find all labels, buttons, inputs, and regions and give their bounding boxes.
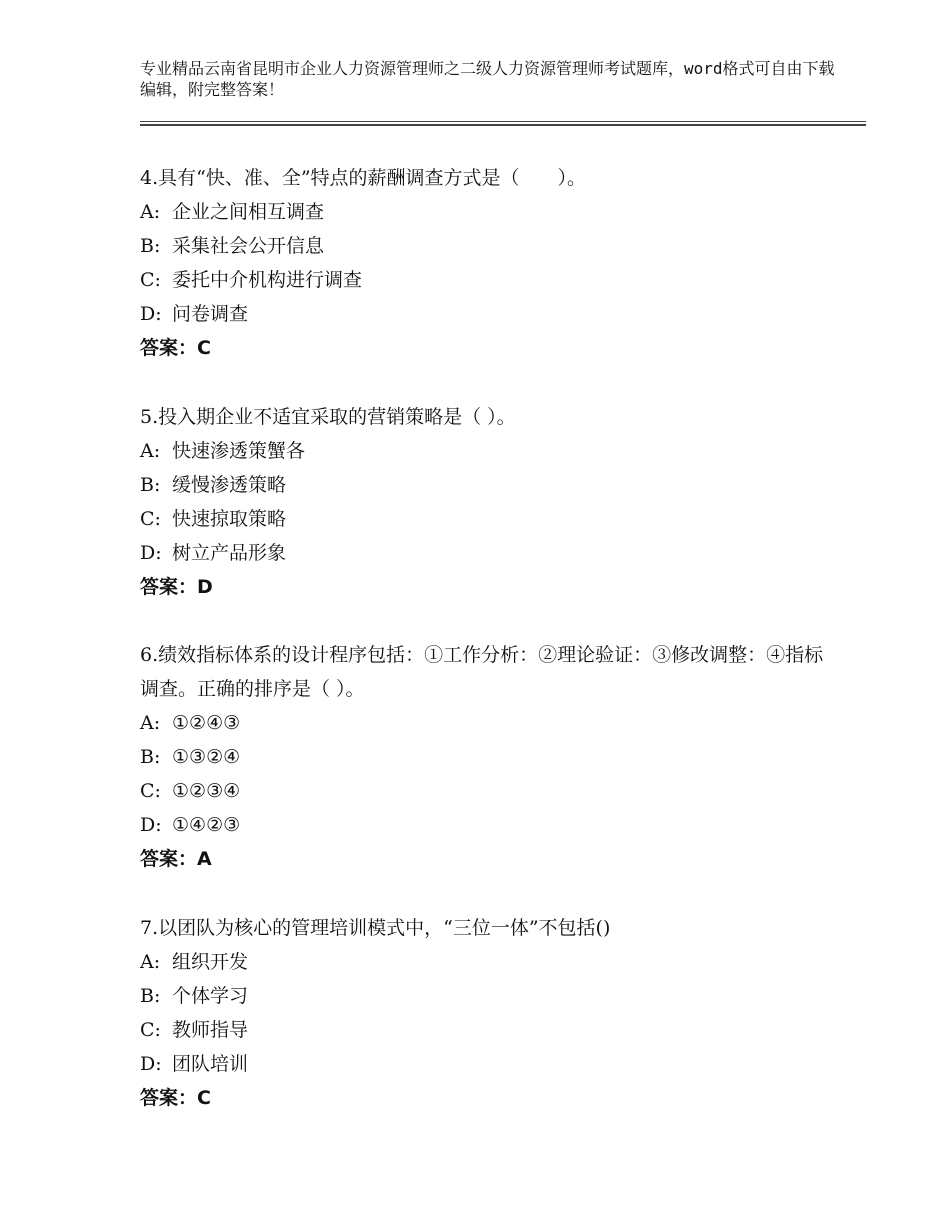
question-stem: 5.投入期企业不适宜采取的营销策略是（ ）。 bbox=[140, 406, 516, 428]
option-a bbox=[140, 195, 840, 229]
option-text: 缓慢渗透策略 bbox=[172, 474, 287, 496]
answer-line: 答案：C bbox=[140, 1087, 211, 1109]
option-key: C: bbox=[140, 1019, 161, 1041]
option-text: 快速掠取策略 bbox=[172, 508, 287, 530]
header-divider-thick bbox=[140, 124, 866, 126]
option-text: 个体学习 bbox=[172, 985, 249, 1007]
option-text: 树立产品形象 bbox=[172, 542, 287, 564]
answer-line: 答案：A bbox=[140, 848, 212, 870]
option-text: ①②④③ bbox=[172, 712, 241, 734]
option-b bbox=[140, 979, 840, 1013]
answer-line: 答案：D bbox=[140, 576, 213, 598]
option-key: B: bbox=[140, 474, 161, 496]
answer-line: 答案：C bbox=[140, 337, 211, 359]
option-c bbox=[140, 774, 840, 808]
question-stem: 4.具有“快、准、全”特点的薪酬调查方式是（ ）。 bbox=[140, 167, 587, 189]
option-key: C: bbox=[140, 780, 161, 802]
option-text: 采集社会公开信息 bbox=[172, 235, 325, 257]
document-header: 专业精品云南省昆明市企业人力资源管理师之二级人力资源管理师考试题库，word格式可自由下载编辑，附完整答案！ bbox=[140, 59, 835, 99]
option-d bbox=[140, 536, 840, 570]
option-a bbox=[140, 706, 840, 740]
option-key: C: bbox=[140, 269, 161, 291]
option-key: D: bbox=[140, 814, 162, 836]
question-4 bbox=[140, 161, 840, 365]
option-d bbox=[140, 808, 840, 842]
option-key: D: bbox=[140, 1053, 162, 1075]
option-text: 委托中介机构进行调查 bbox=[172, 269, 363, 291]
option-key: A: bbox=[140, 201, 161, 223]
option-text: 教师指导 bbox=[172, 1019, 249, 1041]
option-key: A: bbox=[140, 712, 161, 734]
option-key: D: bbox=[140, 542, 162, 564]
option-d bbox=[140, 297, 840, 331]
question-stem: 7.以团队为核心的管理培训模式中，“三位一体”不包括() bbox=[140, 917, 611, 939]
option-key: B: bbox=[140, 746, 161, 768]
question-5 bbox=[140, 400, 840, 604]
option-key: B: bbox=[140, 985, 161, 1007]
option-text: 团队培训 bbox=[172, 1053, 249, 1075]
option-key: A: bbox=[140, 951, 161, 973]
option-c bbox=[140, 1013, 840, 1047]
option-text: 问卷调查 bbox=[172, 303, 249, 325]
option-text: 组织开发 bbox=[172, 951, 249, 973]
option-text: ①③②④ bbox=[172, 746, 241, 768]
option-a bbox=[140, 945, 840, 979]
option-c bbox=[140, 502, 840, 536]
option-key: A: bbox=[140, 440, 161, 462]
option-b bbox=[140, 468, 840, 502]
option-key: B: bbox=[140, 235, 161, 257]
header-divider-thin bbox=[140, 121, 866, 122]
option-text: 企业之间相互调查 bbox=[172, 201, 325, 223]
question-7 bbox=[140, 911, 840, 1115]
question-6 bbox=[140, 638, 840, 876]
option-b bbox=[140, 740, 840, 774]
question-stem: 6.绩效指标体系的设计程序包括：①工作分析：②理论验证：③修改调整：④指标调查。正确的排序是（ ）。 bbox=[140, 644, 824, 700]
option-c bbox=[140, 263, 840, 297]
option-text: ①②③④ bbox=[172, 780, 241, 802]
option-b bbox=[140, 229, 840, 263]
option-d bbox=[140, 1047, 840, 1081]
option-key: D: bbox=[140, 303, 162, 325]
option-key: C: bbox=[140, 508, 161, 530]
option-a bbox=[140, 434, 840, 468]
option-text: 快速渗透策蟹各 bbox=[172, 440, 306, 462]
option-text: ①④②③ bbox=[172, 814, 241, 836]
